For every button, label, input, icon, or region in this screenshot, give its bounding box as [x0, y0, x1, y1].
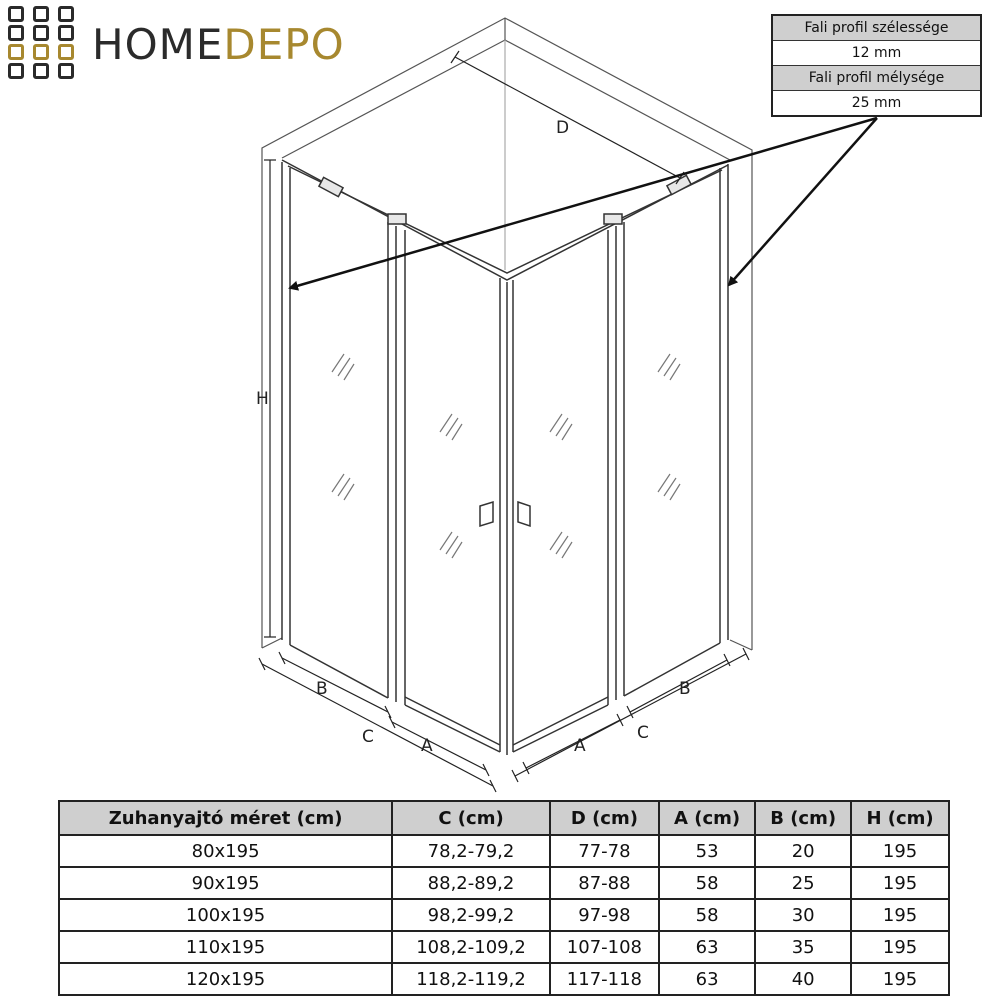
table-cell: 118,2-119,2 [392, 963, 550, 995]
table-cell: 40 [755, 963, 851, 995]
column-header: C (cm) [392, 801, 550, 835]
profile-depth-value: 25 mm [851, 95, 902, 111]
table-cell: 108,2-109,2 [392, 931, 550, 963]
table-row [59, 867, 949, 899]
column-header: D (cm) [550, 801, 659, 835]
table-row [59, 835, 949, 867]
table-cell: 58 [659, 899, 755, 931]
table-row [59, 963, 949, 995]
table-row [59, 931, 949, 963]
brand-name-part1: HOME [92, 20, 224, 69]
table-cell: 100x195 [59, 899, 392, 931]
right-fixed-panel [624, 164, 728, 696]
table-cell: 195 [851, 963, 949, 995]
table-cell: 120x195 [59, 963, 392, 995]
column-header: B (cm) [755, 801, 851, 835]
dimension-h-label: H [256, 389, 269, 409]
dimension-c-right-label: C [637, 723, 649, 743]
profile-pointer-arrows [290, 118, 877, 288]
dimension-bottom-right [512, 648, 749, 782]
table-cell: 87-88 [550, 867, 659, 899]
table-cell: 90x195 [59, 867, 392, 899]
table-cell: 97-98 [550, 899, 659, 931]
table-cell: 117-118 [550, 963, 659, 995]
table-cell: 110x195 [59, 931, 392, 963]
table-cell: 63 [659, 963, 755, 995]
table-cell: 78,2-79,2 [392, 835, 550, 867]
door-handle-icon [480, 502, 530, 526]
table-cell: 58 [659, 867, 755, 899]
table-cell: 25 [755, 867, 851, 899]
table-cell: 30 [755, 899, 851, 931]
dimension-d-label: D [556, 118, 570, 138]
table-cell: 195 [851, 899, 949, 931]
table-cell: 98,2-99,2 [392, 899, 550, 931]
dimension-a-left-label: A [421, 736, 433, 756]
profile-depth-label: Fali profil mélysége [773, 66, 980, 91]
table-cell: 20 [755, 835, 851, 867]
table-cell: 195 [851, 867, 949, 899]
glass-reflection-icon [332, 354, 680, 558]
right-door [513, 214, 624, 752]
table-cell: 107-108 [550, 931, 659, 963]
table-header-row [59, 801, 949, 835]
left-door [388, 214, 507, 755]
table-cell: 88,2-89,2 [392, 867, 550, 899]
column-header: A (cm) [659, 801, 755, 835]
left-fixed-panel [282, 162, 388, 698]
profile-width-label: Fali profil szélessége [773, 16, 980, 41]
size-table [58, 800, 950, 996]
dimension-b-right-label: B [679, 679, 691, 699]
table-row [59, 899, 949, 931]
table-cell: 80x195 [59, 835, 392, 867]
dimension-c-left-label: C [362, 727, 374, 747]
brand-name-part2: DEPO [223, 20, 345, 69]
profile-width-value: 12 mm [773, 41, 980, 66]
table-cell: 195 [851, 931, 949, 963]
column-header: Zuhanyajtó méret (cm) [59, 801, 392, 835]
dimension-bottom-left [259, 652, 496, 792]
dimension-a-right-label: A [574, 736, 586, 756]
table-cell: 53 [659, 835, 755, 867]
column-header: H (cm) [851, 801, 949, 835]
table-cell: 63 [659, 931, 755, 963]
dimension-b-left-label: B [316, 679, 328, 699]
table-cell: 195 [851, 835, 949, 867]
table-cell: 35 [755, 931, 851, 963]
table-cell: 77-78 [550, 835, 659, 867]
